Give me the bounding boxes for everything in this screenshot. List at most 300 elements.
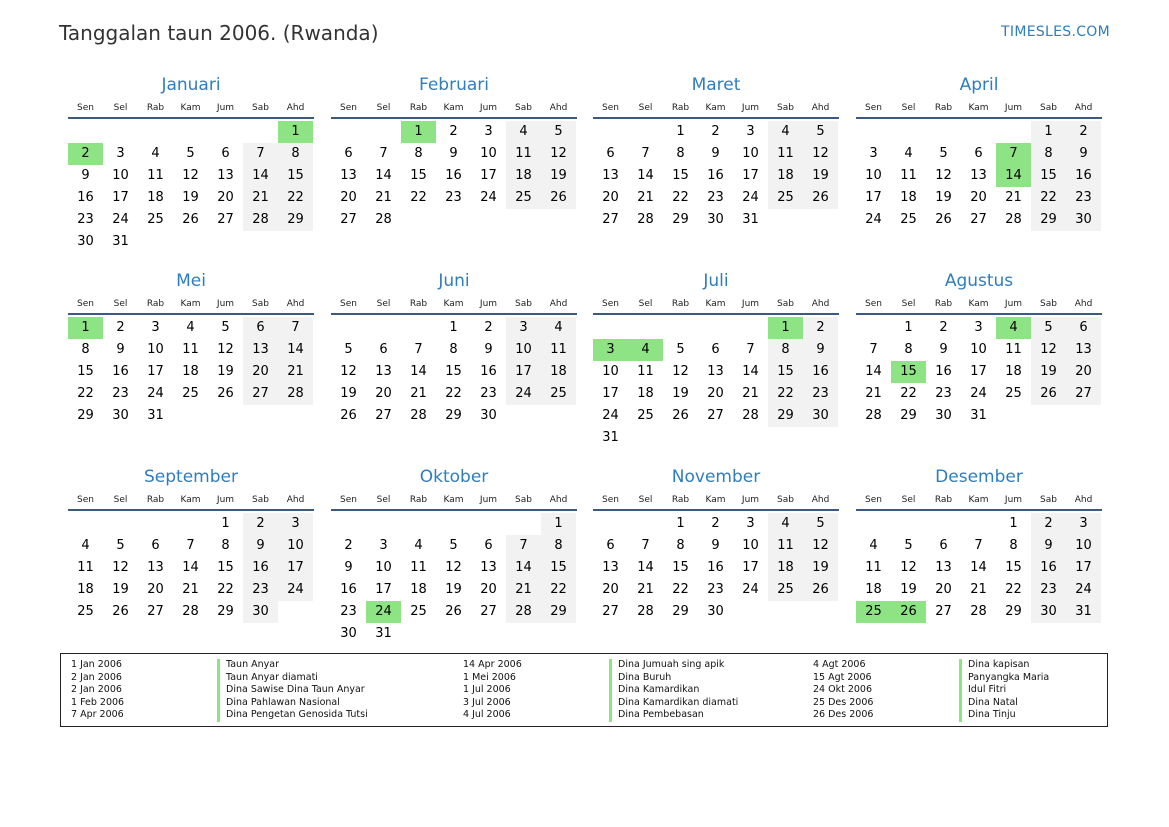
weekday-label: Ahd (286, 103, 305, 113)
month-block (856, 270, 1102, 427)
day-cell: 13 (1066, 339, 1101, 361)
day-cell: 13 (707, 364, 724, 379)
day-cell: 17 (112, 190, 129, 205)
empty-cell (961, 513, 996, 535)
day-cell: 15 (77, 364, 94, 379)
day-cell: 3 (278, 513, 313, 535)
holiday-day-cell: 15 (891, 361, 926, 383)
day-cell: 19 (445, 582, 462, 597)
weekday-label: Ahd (811, 495, 830, 505)
holiday-date: 2 Jan 2006 (71, 671, 122, 683)
weekday-label: Jum (741, 299, 760, 309)
weekday-label: Sab (777, 299, 794, 309)
weekday-label: Sen (865, 495, 882, 505)
day-cell: 27 (1066, 383, 1101, 405)
day-cell: 6 (974, 146, 983, 161)
day-cell: 3 (746, 516, 755, 531)
month-name: Februari (419, 75, 489, 95)
day-cell: 12 (541, 143, 576, 165)
day-cell: 9 (939, 342, 948, 357)
weekday-header (593, 295, 839, 315)
holiday-name: Dina Pengetan Genosida Tutsi (217, 709, 368, 722)
day-cell: 13 (340, 168, 357, 183)
day-cell: 21 (182, 582, 199, 597)
holiday-date: 14 Apr 2006 (463, 659, 522, 670)
empty-cell (331, 317, 366, 339)
day-cell: 15 (541, 557, 576, 579)
day-cell: 9 (116, 342, 125, 357)
day-cell: 25 (637, 408, 654, 423)
day-cell: 11 (410, 560, 427, 575)
weekday-label: Jum (741, 495, 760, 505)
day-cell: 20 (602, 582, 619, 597)
day-cell: 20 (375, 386, 392, 401)
day-cell: 15 (672, 168, 689, 183)
day-cell: 16 (243, 557, 278, 579)
weekday-label: Jum (479, 495, 498, 505)
day-cell: 21 (637, 582, 654, 597)
day-cell: 28 (865, 408, 882, 423)
day-cell: 19 (803, 165, 838, 187)
day-cell: 6 (243, 317, 278, 339)
day-cell: 17 (742, 560, 759, 575)
day-cell: 13 (970, 168, 987, 183)
empty-cell (628, 121, 663, 143)
day-cell: 26 (935, 212, 952, 227)
holiday-day-cell: 3 (593, 339, 628, 361)
day-cell: 25 (900, 212, 917, 227)
day-cell: 6 (939, 538, 948, 553)
weekday-label: Ahd (1074, 299, 1093, 309)
day-cell: 6 (606, 146, 615, 161)
day-cell: 23 (340, 604, 357, 619)
day-cell: 27 (217, 212, 234, 227)
weekday-label: Kam (968, 299, 989, 309)
empty-cell (856, 317, 891, 339)
day-cell: 31 (970, 408, 987, 423)
day-cell: 10 (742, 538, 759, 553)
holiday-day-cell: 25 (856, 601, 891, 623)
weekday-label: Jum (216, 495, 235, 505)
day-cell: 29 (768, 405, 803, 427)
day-cell: 5 (803, 513, 838, 535)
day-grid (68, 121, 314, 253)
day-cell: 5 (939, 146, 948, 161)
day-cell: 27 (970, 212, 987, 227)
holiday-day-cell: 26 (891, 601, 926, 623)
day-cell: 4 (414, 538, 423, 553)
day-cell: 21 (865, 386, 882, 401)
day-cell: 1 (541, 513, 576, 535)
day-cell: 10 (506, 339, 541, 361)
holiday-day-cell: 24 (366, 601, 401, 623)
empty-cell (68, 513, 103, 535)
empty-cell (593, 121, 628, 143)
day-cell: 25 (768, 187, 803, 209)
month-block (593, 270, 839, 449)
holiday-item (71, 697, 368, 710)
month-name: Maret (691, 75, 741, 95)
day-cell: 2 (1031, 513, 1066, 535)
day-cell: 2 (711, 516, 720, 531)
day-cell: 2 (243, 513, 278, 535)
day-cell: 18 (77, 582, 94, 597)
day-cell: 29 (672, 604, 689, 619)
day-cell: 6 (711, 342, 720, 357)
day-cell: 2 (939, 320, 948, 335)
day-cell: 1 (676, 124, 685, 139)
day-cell: 5 (1031, 317, 1066, 339)
day-cell: 29 (541, 601, 576, 623)
weekday-label: Kam (443, 299, 464, 309)
weekday-label: Ahd (811, 299, 830, 309)
weekday-label: Kam (705, 103, 726, 113)
day-cell: 24 (970, 386, 987, 401)
month-block (68, 74, 314, 253)
day-cell: 7 (186, 538, 195, 553)
day-cell: 2 (449, 124, 458, 139)
holiday-date: 1 Mei 2006 (463, 671, 516, 683)
weekday-label: Sel (376, 299, 391, 309)
day-grid (593, 121, 839, 231)
day-cell: 5 (904, 538, 913, 553)
day-cell: 9 (711, 146, 720, 161)
day-cell: 3 (506, 317, 541, 339)
day-cell: 29 (278, 209, 313, 231)
month-block (331, 270, 577, 427)
empty-cell (628, 317, 663, 339)
day-cell: 16 (480, 364, 497, 379)
weekday-label: Jum (1004, 103, 1023, 113)
empty-cell (856, 121, 891, 143)
holiday-column (463, 659, 738, 722)
day-cell: 4 (151, 146, 160, 161)
month-block (593, 74, 839, 231)
month-block (331, 466, 577, 645)
day-cell: 8 (541, 535, 576, 557)
empty-cell (103, 121, 138, 143)
day-cell: 5 (541, 121, 576, 143)
holiday-day-cell: 2 (68, 143, 103, 165)
holiday-name: Dina Kamardikan diamati (609, 697, 738, 710)
day-cell: 7 (641, 146, 650, 161)
day-cell: 22 (445, 386, 462, 401)
holiday-day-cell: 1 (401, 121, 436, 143)
day-cell: 20 (243, 361, 278, 383)
day-cell: 7 (641, 538, 650, 553)
day-cell: 21 (243, 187, 278, 209)
weekday-header (68, 99, 314, 119)
holiday-item (463, 659, 738, 672)
day-cell: 12 (1031, 339, 1066, 361)
empty-cell (366, 317, 401, 339)
weekday-header (856, 295, 1102, 315)
day-cell: 29 (1005, 604, 1022, 619)
weekday-label: Sen (602, 299, 619, 309)
day-grid (68, 317, 314, 427)
day-cell: 20 (935, 582, 952, 597)
empty-cell (103, 513, 138, 535)
day-cell: 7 (278, 317, 313, 339)
empty-cell (961, 121, 996, 143)
weekday-label: Ahd (286, 495, 305, 505)
day-cell: 31 (147, 408, 164, 423)
day-cell: 10 (970, 342, 987, 357)
day-cell: 21 (375, 190, 392, 205)
holiday-date: 2 Jan 2006 (71, 684, 122, 696)
holiday-date: 3 Jul 2006 (463, 696, 511, 708)
holiday-name: Dina Jumuah sing apik (609, 659, 724, 672)
day-cell: 30 (935, 408, 952, 423)
day-cell: 17 (970, 364, 987, 379)
day-cell: 27 (602, 212, 619, 227)
day-cell: 12 (672, 364, 689, 379)
month-block (856, 466, 1102, 623)
weekday-label: Sel (376, 103, 391, 113)
weekday-label: Kam (180, 299, 201, 309)
weekday-label: Sen (865, 299, 882, 309)
day-cell: 12 (340, 364, 357, 379)
holiday-list (60, 653, 1108, 727)
day-cell: 25 (768, 579, 803, 601)
empty-cell (593, 317, 628, 339)
day-cell: 15 (278, 165, 313, 187)
day-cell: 29 (77, 408, 94, 423)
day-cell: 29 (900, 408, 917, 423)
day-cell: 3 (379, 538, 388, 553)
day-cell: 30 (112, 408, 129, 423)
day-cell: 30 (243, 601, 278, 623)
day-cell: 12 (445, 560, 462, 575)
day-cell: 7 (379, 146, 388, 161)
empty-cell (401, 513, 436, 535)
day-cell: 11 (900, 168, 917, 183)
day-cell: 16 (707, 560, 724, 575)
day-cell: 28 (970, 604, 987, 619)
day-cell: 7 (414, 342, 423, 357)
day-grid (856, 513, 1102, 623)
day-cell: 8 (449, 342, 458, 357)
day-cell: 27 (602, 604, 619, 619)
holiday-name: Dina Pahlawan Nasional (217, 697, 340, 710)
day-cell: 19 (803, 557, 838, 579)
holiday-item (463, 684, 738, 697)
day-cell: 13 (935, 560, 952, 575)
day-cell: 7 (869, 342, 878, 357)
day-cell: 27 (340, 212, 357, 227)
day-cell: 8 (676, 146, 685, 161)
site-logo[interactable]: TIMESLES.COM (1001, 24, 1110, 40)
weekday-label: Sab (515, 495, 532, 505)
weekday-label: Jum (479, 103, 498, 113)
day-cell: 8 (904, 342, 913, 357)
weekday-label: Sel (113, 299, 128, 309)
day-cell: 25 (506, 187, 541, 209)
day-cell: 11 (182, 342, 199, 357)
day-cell: 26 (541, 187, 576, 209)
month-block (68, 270, 314, 427)
day-cell: 26 (217, 386, 234, 401)
holiday-date: 1 Feb 2006 (71, 696, 125, 708)
month-block (331, 74, 577, 231)
day-cell: 28 (410, 408, 427, 423)
empty-cell (331, 121, 366, 143)
empty-cell (593, 513, 628, 535)
weekday-label: Sab (515, 299, 532, 309)
weekday-label: Sel (901, 299, 916, 309)
empty-cell (366, 121, 401, 143)
month-block (856, 74, 1102, 231)
weekday-label: Sel (638, 495, 653, 505)
day-cell: 28 (506, 601, 541, 623)
weekday-label: Sab (1040, 103, 1057, 113)
weekday-label: Sel (901, 495, 916, 505)
holiday-item (71, 684, 368, 697)
day-cell: 1 (904, 320, 913, 335)
day-cell: 27 (243, 383, 278, 405)
empty-cell (173, 513, 208, 535)
day-cell: 23 (243, 579, 278, 601)
day-cell: 20 (340, 190, 357, 205)
empty-cell (733, 317, 768, 339)
day-cell: 30 (803, 405, 838, 427)
day-cell: 24 (865, 212, 882, 227)
day-cell: 20 (970, 190, 987, 205)
weekday-label: Sab (252, 495, 269, 505)
day-cell: 11 (77, 560, 94, 575)
weekday-label: Sen (602, 103, 619, 113)
day-cell: 10 (742, 146, 759, 161)
day-cell: 1 (221, 516, 230, 531)
weekday-header (68, 491, 314, 511)
day-cell: 13 (243, 339, 278, 361)
holiday-column (813, 659, 1049, 722)
empty-cell (856, 513, 891, 535)
day-cell: 28 (182, 604, 199, 619)
holiday-name: Dina Kamardikan (609, 684, 699, 697)
day-cell: 15 (445, 364, 462, 379)
day-cell: 22 (217, 582, 234, 597)
holiday-day-cell: 1 (68, 317, 103, 339)
weekday-label: Rab (934, 299, 953, 309)
day-cell: 11 (637, 364, 654, 379)
day-cell: 26 (803, 187, 838, 209)
empty-cell (331, 513, 366, 535)
empty-cell (891, 513, 926, 535)
weekday-label: Sen (77, 103, 94, 113)
day-cell: 14 (278, 339, 313, 361)
weekday-label: Jum (741, 103, 760, 113)
day-cell: 18 (410, 582, 427, 597)
weekday-label: Rab (409, 103, 428, 113)
weekday-header (856, 491, 1102, 511)
day-cell: 28 (1005, 212, 1022, 227)
day-cell: 6 (221, 146, 230, 161)
day-cell: 1 (1031, 121, 1066, 143)
day-grid (68, 513, 314, 623)
day-cell: 18 (865, 582, 882, 597)
day-cell: 26 (182, 212, 199, 227)
day-cell: 24 (480, 190, 497, 205)
day-cell: 8 (81, 342, 90, 357)
weekday-label: Kam (443, 495, 464, 505)
day-cell: 28 (278, 383, 313, 405)
day-cell: 24 (278, 579, 313, 601)
day-cell: 14 (970, 560, 987, 575)
day-cell: 11 (1005, 342, 1022, 357)
empty-cell (628, 513, 663, 535)
empty-cell (926, 513, 961, 535)
day-cell: 4 (81, 538, 90, 553)
day-cell: 11 (768, 143, 803, 165)
day-cell: 24 (1066, 579, 1101, 601)
day-cell: 18 (768, 165, 803, 187)
day-cell: 9 (1066, 143, 1101, 165)
day-cell: 23 (707, 190, 724, 205)
day-cell: 19 (182, 190, 199, 205)
day-cell: 3 (746, 124, 755, 139)
day-cell: 25 (182, 386, 199, 401)
weekday-label: Ahd (549, 299, 568, 309)
empty-cell (996, 121, 1031, 143)
day-cell: 2 (116, 320, 125, 335)
day-cell: 20 (1066, 361, 1101, 383)
day-cell: 16 (935, 364, 952, 379)
weekday-header (331, 491, 577, 511)
day-cell: 30 (340, 626, 357, 641)
day-cell: 17 (375, 582, 392, 597)
day-cell: 6 (484, 538, 493, 553)
holiday-item (463, 709, 738, 722)
day-cell: 21 (742, 386, 759, 401)
holiday-date: 1 Jan 2006 (71, 659, 122, 670)
empty-cell (471, 513, 506, 535)
day-cell: 22 (410, 190, 427, 205)
day-cell: 26 (445, 604, 462, 619)
day-cell: 24 (602, 408, 619, 423)
month-name: Januari (161, 75, 221, 95)
day-cell: 9 (243, 535, 278, 557)
day-cell: 2 (344, 538, 353, 553)
day-cell: 29 (1031, 209, 1066, 231)
weekday-label: Sen (340, 103, 357, 113)
month-name: Desember (935, 467, 1023, 487)
day-cell: 15 (217, 560, 234, 575)
day-cell: 9 (484, 342, 493, 357)
holiday-day-cell: 14 (996, 165, 1031, 187)
day-cell: 22 (900, 386, 917, 401)
day-cell: 10 (278, 535, 313, 557)
day-cell: 10 (147, 342, 164, 357)
day-cell: 7 (243, 143, 278, 165)
page-title: Tanggalan taun 2006. (Rwanda) (59, 21, 379, 45)
weekday-label: Kam (705, 495, 726, 505)
weekday-label: Jum (479, 299, 498, 309)
day-cell: 29 (217, 604, 234, 619)
day-cell: 13 (480, 560, 497, 575)
day-cell: 11 (768, 535, 803, 557)
weekday-label: Rab (671, 299, 690, 309)
day-cell: 3 (116, 146, 125, 161)
day-cell: 22 (541, 579, 576, 601)
day-cell: 27 (147, 604, 164, 619)
day-grid (856, 317, 1102, 427)
day-cell: 14 (637, 168, 654, 183)
day-cell: 30 (77, 234, 94, 249)
day-cell: 13 (602, 168, 619, 183)
holiday-name: Taun Anyar (217, 659, 279, 672)
empty-cell (173, 121, 208, 143)
